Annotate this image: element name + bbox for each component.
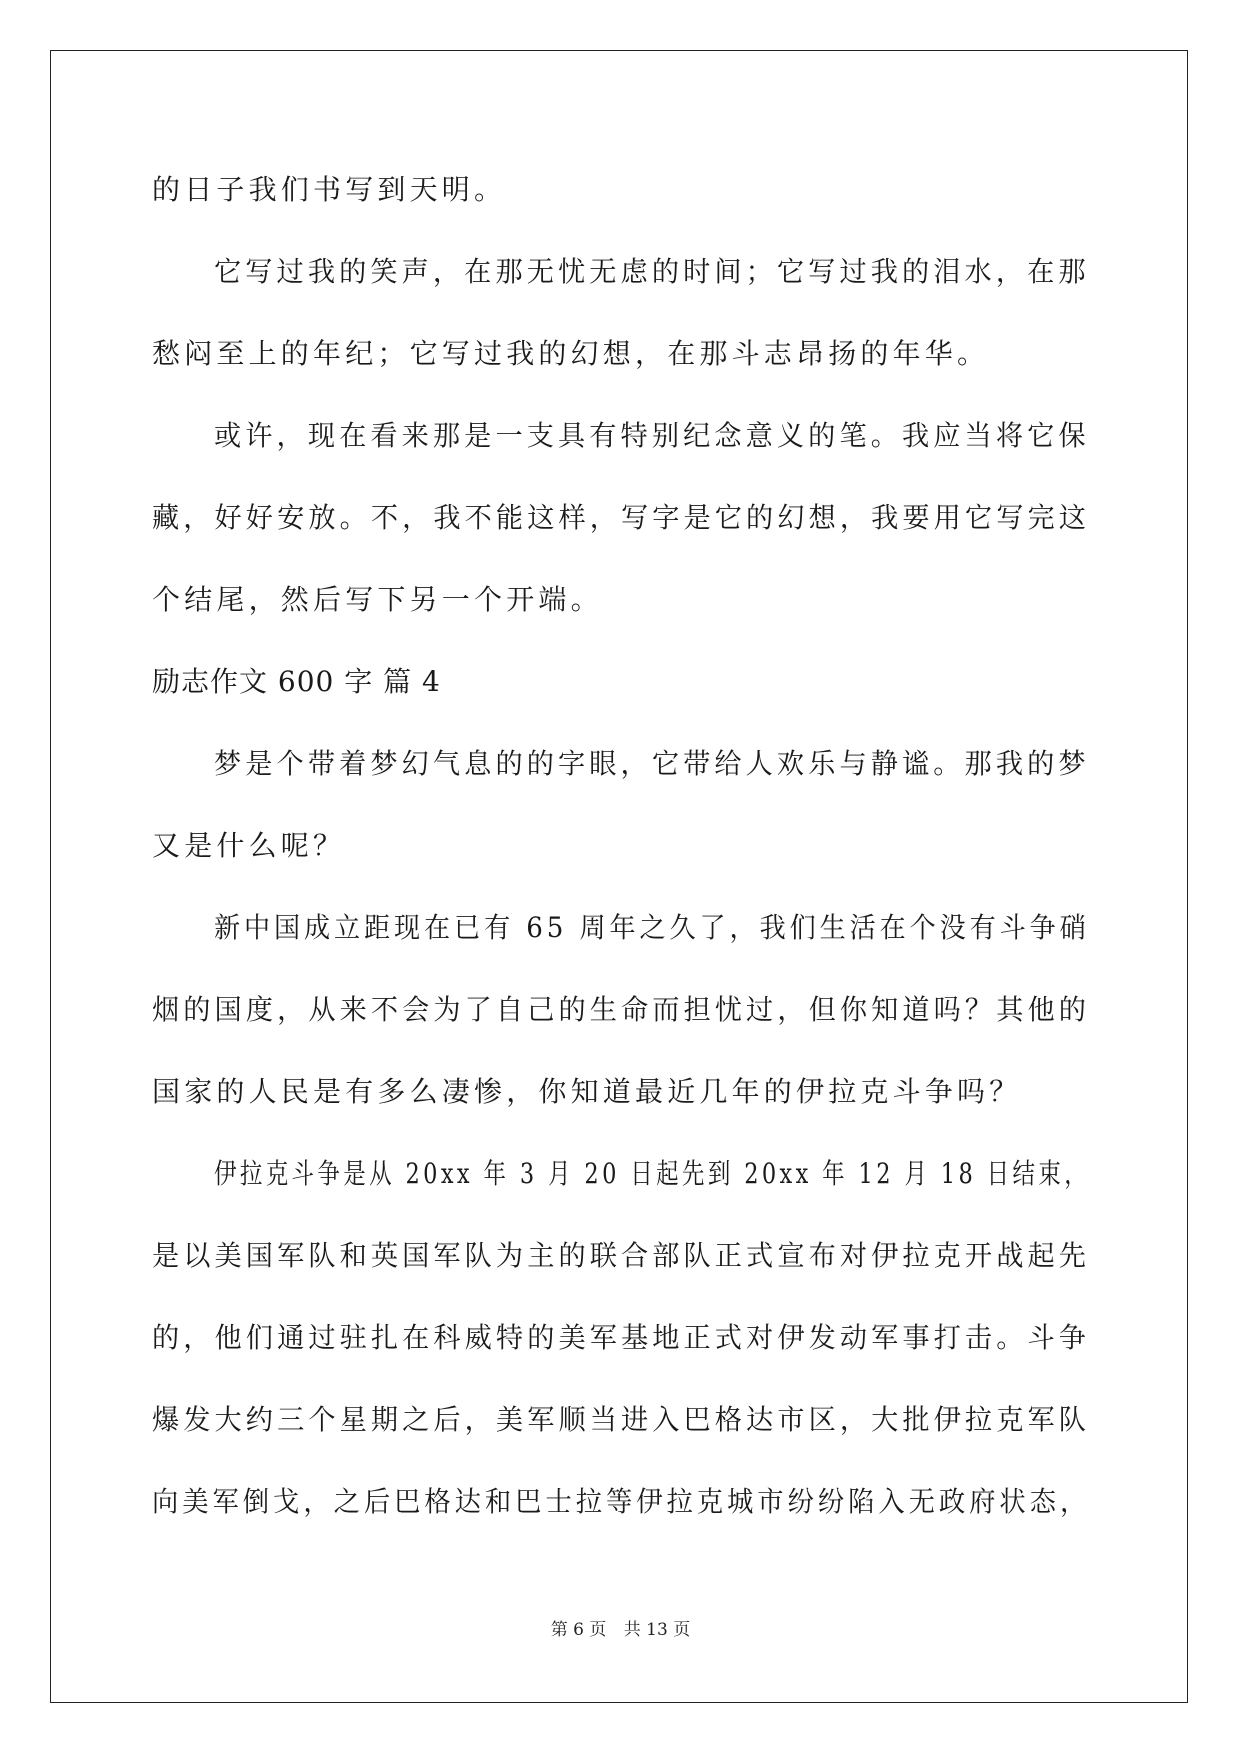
text-line: 它写过我的笑声，在那无忧无虑的时间；它写过我的泪水，在那 — [214, 255, 1090, 288]
text-line: 国家的人民是有多么凄惨，你知道最近几年的伊拉克斗争吗？ — [152, 1075, 1022, 1108]
text-line: 是以美国军队和英国军队为主的联合部队正式宣布对伊拉克开战起先 — [152, 1239, 1091, 1272]
text-line: 又是什么呢？ — [152, 829, 346, 862]
text-line: 向美军倒戈，之后巴格达和巴士拉等伊拉克城市纷纷陷入无政府状态， — [152, 1485, 1091, 1518]
text-line: 藏，好好安放。不，我不能这样，写字是它的幻想，我要用它写完这 — [152, 501, 1091, 534]
text-line: 个结尾，然后写下另一个开端。 — [152, 583, 603, 616]
section-heading: 励志作文 600 字 篇 4 — [152, 665, 441, 698]
text-line: 愁闷至上的年纪；它写过我的幻想，在那斗志昂扬的年华。 — [152, 337, 990, 370]
text-line: 烟的国度，从来不会为了自己的生命而担忧过，但你知道吗？其他的 — [152, 993, 1091, 1026]
text-line: 新中国成立距现在已有 65 周年之久了，我们生活在个没有斗争硝 — [214, 911, 1090, 944]
page-total: 共 13 页 — [623, 1620, 691, 1640]
text-line: 的日子我们书写到天明。 — [152, 173, 507, 206]
text-line: 或许，现在看来那是一支具有特别纪念意义的笔。我应当将它保 — [214, 419, 1090, 452]
page-footer — [0, 1615, 1241, 1640]
text-line: 伊拉克斗争是从 20xx 年 3 月 20 日起先到 20xx 年 12 月 18 日结束， — [214, 1157, 1091, 1190]
text-line: 爆发大约三个星期之后，美军顺当进入巴格达市区，大批伊拉克军队 — [152, 1403, 1091, 1436]
page-number: 第 6 页 — [550, 1620, 607, 1640]
text-line: 梦是个带着梦幻气息的的字眼，它带给人欢乐与静谧。那我的梦 — [214, 747, 1090, 780]
page-border — [50, 50, 1188, 1703]
text-line: 的，他们通过驻扎在科威特的美军基地正式对伊发动军事打击。斗争 — [152, 1321, 1091, 1354]
